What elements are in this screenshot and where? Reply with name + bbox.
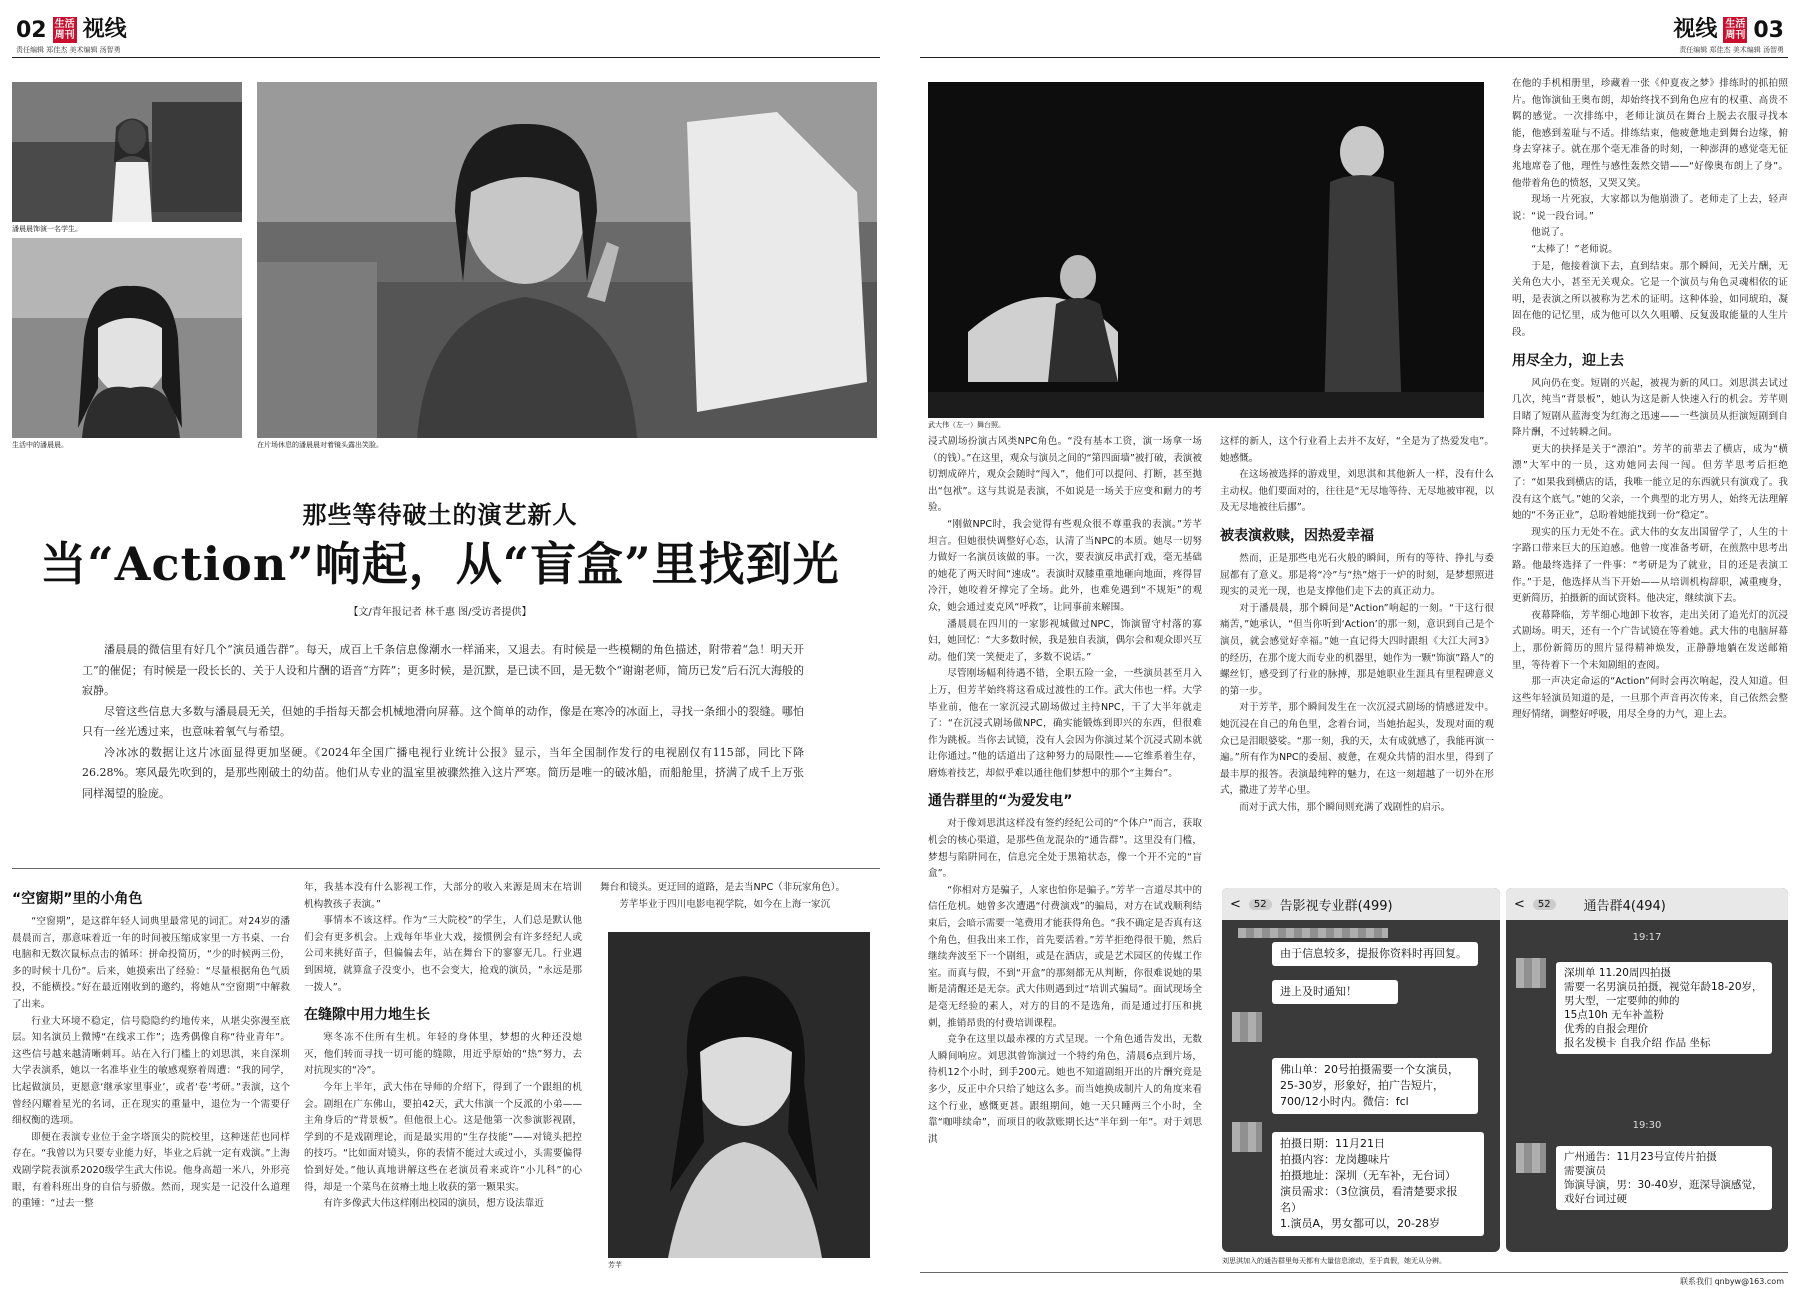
chat-message: 佛山单：20号拍摄需要一个女演员，25-30岁，形象好，拍广告短片，700/12小时内。微信：fcl	[1272, 1058, 1478, 1114]
body-column-1	[12, 880, 290, 1272]
body-paragraph: 行业大环境不稳定，信号隐隐约约地传来，从堪尖弥漫至底层。知名演员上微博“在线求工作”；选秀偶像自称“待业青年”。这些信号越来越清晰刺耳。站在入行门槛上的刘思淇，来自深圳大学表演系，她以一名准毕业生的敏感观察着周遭：“我的同学，比起做演员，更愿意‘继承家里事业’，或者‘卷’考研。”表演，这个曾经闪耀着星光的名词，正在现实的重量中，退位为一个需要仔细权衡的选项。	[12, 1015, 290, 1127]
body-paragraph: “太棒了！”老师说。	[1531, 243, 1618, 255]
photo-caption: 刘思淇加入的通告群里每天都有大量信息滚动，至于真假，她无从分辨。	[1222, 1257, 1446, 1265]
photo-student-role	[12, 82, 242, 222]
blurred-avatar	[1516, 958, 1546, 988]
body-paragraph: 今年上半年，武大伟在导师的介绍下，得到了一个跟组的机会。剧组在广东佛山，要拍42天，武大伟演一个反派的小弟——主角身后的“背景板”。但他很上心。这是他第一次参演影视剧，学到的不是戏剧理论，而是最实用的“生存技能”——对镜头把控的技巧。“比如面对镜头，你的表情不能过大或过小，头需要偏得恰到好处。”他认真地讲解这些在老演员看来或许“小儿科”的心得，却是一个菜鸟在贫瘠土地上收获的第一颗果实。	[304, 1081, 582, 1193]
body-column-3	[600, 880, 880, 913]
body-paragraph: “刚做NPC时，我会觉得有些观众很不尊重我的表演。”芳芊坦言。但她很快调整好心态，认清了当NPC的本质。她尽一切努力做好一名演员该做的事。一次，要表演反串武打戏，毫无基础的她花了两天时间“速成”。表演时双膝重重地砸向地面，疼得冒冷汗，她咬着牙撑完了全场。此外，也难免遇到“不规矩”的观众，她会通过麦克风“呼救”，让同事前来解围。	[928, 518, 1202, 613]
body-column-4	[928, 434, 1202, 1274]
chat-message: 进上及时通知！	[1272, 980, 1398, 1004]
body-paragraph: 他说了。	[1531, 227, 1570, 239]
back-icon: <	[1514, 896, 1525, 912]
body-paragraph: 舞台和镜头。更迂回的道路，是去当NPC（非玩家角色）。	[600, 882, 846, 893]
body-paragraph: 而对于武大伟，那个瞬间则充满了戏剧性的启示。	[1239, 801, 1451, 813]
chat-titlebar	[1222, 888, 1500, 920]
article-kicker: 那些等待破土的演艺新人	[302, 501, 578, 529]
chat-title: 通告群4(494)	[1583, 898, 1666, 914]
left-page-header	[16, 12, 127, 43]
article-lead	[82, 640, 804, 804]
body-paragraph: 现场一片死寂，大家都以为他崩溃了。老师走了上去，轻声说：“说一段台词。”	[1512, 194, 1788, 222]
phone-screenshot-group-chat	[1222, 888, 1500, 1252]
chat-title: 告影视专业群(499)	[1279, 898, 1393, 914]
body-paragraph: 那一声决定命运的“Action”何时会再次响起，没人知道。但这些年轻演员知道的是，一旦那个声音再次传来，自己依然会整理好情绪，调整好呼吸，用尽全身的力气，迎上去。	[1512, 676, 1788, 721]
body-paragraph: “空窗期”，是这群年轻人词典里最常见的词汇。对24岁的潘晨晨而言，那意味着近一年的时间被压缩成家里一方书桌、一台电脑和无数次鼠标点击的循环：拼命投简历，“少的时候两三份，多的时候十几份”。后来，她摸索出了经验：“尽量根据角色气质投，不能横投。”好在最近刚收到的邀约，将她从“空窗期”中解救了出来。	[12, 916, 290, 1010]
page-number: 03	[1753, 18, 1784, 43]
chat-message: 广州通告：11月23号宣传片拍摄 需要演员 饰演导演，男：30-40岁，逛深导演感觉，戏好台词过硬	[1556, 1146, 1772, 1210]
section-heading: “空窗期”里的小角色	[12, 891, 143, 907]
body-column-6	[1512, 76, 1788, 876]
right-page-header	[1673, 12, 1784, 43]
body-paragraph: 浸式剧场扮演古风类NPC角色。“没有基本工资，演一场拿一场（的钱）。”在这里，观众与演员之间的“第四面墙”被打破，表演被切割成碎片，观众会随时“闯入”，他们可以提问、打断，甚至抛出“包袱”。这与其说是表演，不如说是一场关于应变和耐力的考验。	[928, 436, 1202, 514]
body-paragraph: 即便在表演专业位于金字塔顶尖的院校里，这种迷茫也同样存在。“我曾以为只要专业能力好，毕业之后就一定有戏演。”上海戏剧学院表演系2020级学生武大伟说。他身高超一米八，外形亮眼，有着科班出身的自信与骄傲。然而，现实是一记没什么道理的重锤：“过去一整	[12, 1131, 290, 1210]
body-paragraph: 有许多像武大伟这样刚出校园的演员，想方设法靠近	[323, 1198, 544, 1210]
body-paragraph: 年，我基本没有什么影视工作，大部分的收入来源是周末在培训机构教孩子表演。”	[304, 882, 582, 910]
body-paragraph: 对于潘晨晨，那个瞬间是“Action”响起的一刻。“干这行很痛苦，”她承认，“但当你听到‘Action’的那一刻，意识到自己是个演员，就会感觉好幸福。”她一直记得大四时跟组《大江大河3》的经历，在那个庞大而专业的机器里，她作为一颗“饰演”路人”的螺丝钉，感受到了行业的脉搏，那是她职业生涯具有里程碑意义的第一步。	[1220, 602, 1494, 697]
section-name: 视线	[1673, 17, 1718, 42]
body-paragraph: “你相对方是骗子，人家也怕你是骗子。”芳芊一言道尽其中的信任危机。她曾多次遭遇“付费演戏”的骗局，对方在试戏顺利结束后，会暗示需要一笔费用才能获得角色。“我不确定是否真有这个角色，但我出来工作，首先要活着。”芳芊拒绝得很干脆，然后继续奔波至下一个剧组，或是在酒店，或是艺术园区的传媒工作室。而真与假，不到“开盒”的那刻都无从判断，你很难说她的果断是清醒还是无奈。武大伟则遇到过“培训式骗局”。面试现场全是毫无经验的素人，对方的目的不是选角，而是通过打压和挑刺，推销昂贵的付费培训课程。	[928, 884, 1202, 1029]
lead-paragraph: 潘晨晨的微信里有好几个“演员通告群”。每天，成百上千条信息像潮水一样涌来，又退去。有时候是一些模糊的角色描述，附带着“急！明天开工”的催促；有时候是一段长长的、关于人设和片酬的语音“方阵”；更多时候，是沉默，是已读不回，是无数个“谢谢老师，简历已发”后石沉大海般的寂静。	[82, 643, 804, 697]
body-paragraph: 现实的压力无处不在。武大伟的女友出国留学了，人生的十字路口带来巨大的压迫感。他曾一度准备考研，在煎熬中思考出路。他最终选择了一件事：“考研是为了就业，目的还是表演工作。”于是，他选择从当下开始——从培训机构辞职，减重瘦身，更新简历，拍摄新的面试资料。他决定，继续演下去。	[1512, 526, 1788, 605]
body-paragraph: 事情本不该这样。作为“三大院校”的学生，人们总是默认他们会有更多机会。上戏每年毕业大戏，接惯例会有许多经纪人或公司来挑好苗子，但偏偏去年，站在舞台下的寥寥无几。行业遇到困境，就算盒子没变小，也不会变大，抢戏的演员，“永远是那一拨人”。	[304, 915, 582, 993]
masthead-logo: 生活 周刊	[54, 19, 75, 41]
chat-message: 拍摄日期：11月21日 拍摄内容：龙岗趣味片 拍摄地址：深圳（无车补，无台词） 演员需求：（3位演员，看清楚要求报名） 1.演员A，男女都可以，20-28岁	[1272, 1132, 1484, 1236]
body-paragraph: 寒冬冻不住所有生机。年轻的身体里，梦想的火种还没熄灭，他们转而寻找一切可能的缝隙，用近乎原始的“热”努力，去对抗现实的“冷”。	[304, 1032, 582, 1077]
header-rule	[12, 57, 880, 58]
section-name: 视线	[82, 17, 127, 42]
body-paragraph: 更大的抉择是关于“漂泊”。芳芊的前辈去了横店，成为“横漂”大军中的一员，这劝她同去闯一闯。但芳芊思考后拒绝了：“如果我到横店的话，我唯一能立足的东西就只有演戏了。我没有这个底气。”她的父亲，一个典型的北方男人，始终无法理解她的“不务正业”，总盼着她能找到一份“稳定”。	[1512, 443, 1788, 522]
body-paragraph: 芳芊毕业于四川电影电视学院，如今在上海一家沉	[619, 898, 831, 910]
photo-fangqian-portrait	[608, 932, 870, 1258]
body-paragraph: 竞争在这里以最赤裸的方式呈现。一个角色通告发出，无数人瞬间响应。刘思淇曾饰演过一个特约角色，清晨6点到片场，待机12个小时，到手200元。她也不知道剧组开出的片酬究竟是多少，反正中介只给了她这么多。而当她换成制片人的角度来看这个行业，感慨更甚。跟组期间，她一天只睡两三个小时，全靠“咖啡续命”，而项目的收款账期长达“半年到一年”。对于刘思淇	[928, 1034, 1202, 1145]
body-paragraph: 于是，他接着演下去，直到结束。那个瞬间，无关片酬，无关角色大小，甚至无关观众。它是一个演员与角色灵魂相依的证明，是表演之所以被称为艺术的证明。这种体验，如同琥珀，凝固在他的记忆里，成为他可以久久咀嚼、反复汲取能量的人生片段。	[1512, 260, 1788, 338]
section-divider	[12, 868, 880, 869]
photo-caption: 武大伟（左一）舞台照。	[928, 421, 1005, 429]
body-paragraph: 潘晨晨在四川的一家影视城做过NPC，饰演留守村落的寡妇，她回忆：“大多数时候，我是独自表演，偶尔会和观众即兴互动。他们笑一笑便走了，多数不说话。”	[928, 618, 1202, 663]
body-paragraph: 对于芳芊，那个瞬间发生在一次沉浸式剧场的情感迸发中。她沉浸在自己的角色里，念着台词，当她抬起头，发现对面的观众已是泪眼婆娑。“那一刻，我的天，太有成就感了，我能再演一遍。”所有作为NPC的委屈、疲惫，在观众共情的泪水里，得到了最丰厚的报答。表演最纯粹的魅力，在这一刻超越了一切外在形式，撒进了芳芊心里。	[1220, 702, 1494, 797]
blurred-avatar	[1516, 1143, 1546, 1173]
body-paragraph: 尽管刚场幅利待遇不错，全职五险一金，一些演员甚至月入上万，但芳芊始终将这看成过渡性的工作。武大伟也一样。大学毕业前，他在一家沉浸式剧场做过主持NPC，干了大半年就走了：“在沉浸式剧场做NPC，确实能锻炼到即兴的东西，但很难作为跳板。当你去试镜，没有人会因为你演过某个沉浸式剧本就让你通过。”他的话道出了这种努力的局限性——它维系着生存，磨炼着技艺，却似乎难以通往他们梦想中的那个“主舞台”。	[928, 668, 1202, 779]
chat-message: 深圳单 11.20周四拍摄 需要一名男演员拍摄，视觉年龄18-20岁，男大型，一定要帅的帅的 15点10h 无车补盖粉 优秀的自报会理价 报名发模卡 自我介绍 作品 坐标	[1556, 962, 1772, 1054]
article-byline: 【文/青年报记者 林千惠 图/受访者提供】	[348, 607, 532, 618]
photo-caption: 芳芊	[608, 1261, 622, 1269]
body-paragraph: 在这场被选择的游戏里，刘思淇和其他新人一样，没有什么主动权。他们要面对的，往往是“无尽地等待、无尽地被审视，以及无尽地被往后挪”。	[1220, 469, 1494, 514]
masthead-logo: 生活 周刊	[1725, 19, 1746, 41]
chat-titlebar	[1506, 888, 1788, 920]
photo-daily-life	[12, 238, 242, 438]
editors-line: 责任编辑 郑佳杰 美术编辑 汤智勇	[1679, 46, 1784, 54]
chat-timestamp: 19:17	[1632, 932, 1662, 943]
photo-stage	[928, 82, 1484, 418]
photo-on-set	[257, 82, 877, 438]
blurred-text	[1238, 928, 1388, 938]
section-heading: 在缝隙中用力地生长	[304, 1007, 430, 1024]
photo-caption: 生活中的潘晨晨。	[12, 441, 68, 449]
section-heading: 被表演救赎，因热爱幸福	[1220, 527, 1374, 544]
article-headline: 当“Action”响起，从“盲盒”里找到光	[40, 537, 840, 591]
unread-badge: 52	[1249, 899, 1272, 910]
header-rule	[920, 57, 1788, 58]
blurred-avatar	[1232, 1122, 1262, 1152]
photo-caption: 在片场休息的潘晨晨对着镜头露出笑脸。	[257, 441, 383, 449]
body-paragraph: 夜幕降临，芳芊细心地卸下妆容，走出关闭了追光灯的沉浸式剧场。明天，还有一个广告试镜在等着她。武大伟的电脑屏幕上，那份新简历的照片显得精神焕发，正静静地躺在发送邮箱里，等待着下一个未知剧组的查阅。	[1512, 609, 1788, 671]
lead-paragraph: 冷冰冰的数据让这片冰面显得更加坚硬。《2024年全国广播电视行业统计公报》显示，当年全国制作发行的电视剧仅有115部，同比下降26.28%。寒风最先吹到的，是那些刚破土的幼苗。他们从专业的温室里被骤然推入这片严寒。简历是唯一的破冰船，而船舱里，挤满了成千上万张同样渴望的脸庞。	[82, 745, 804, 800]
body-paragraph: 对于像刘思淇这样没有签约经纪公司的“个体户”而言，获取机会的核心渠道，是那些鱼龙混杂的“通告群”。这里没有门槛，梦想与陷阱同在，信息完全处于黑箱状态，像一个开不完的“盲盒”。	[928, 818, 1202, 880]
footer-contact: 联系我们 qnbyw@163.com	[1680, 1277, 1784, 1286]
body-paragraph: 在他的手机相册里，珍藏着一张《仲夏夜之梦》排练时的抓拍照片。他饰演仙王奥布朗，却始终找不到角色应有的权重、高贵不羁的感觉。一次排练中，老师让演员在舞台上脱去衣服寻找本能，他感到羞耻与不适。排练结束，他疲惫地走到舞台边缘，俯身去穿袜子。就在那个毫无准备的时刻，一种澎湃的感觉毫无征兆地席卷了他，理性与感性轰然交错——“好像奥布朗上了身”。他带着角色的愤怒，又哭又笑。	[1512, 78, 1788, 189]
back-icon: <	[1230, 896, 1241, 912]
section-heading: 通告群里的“为爱发电”	[928, 793, 1073, 810]
body-column-5	[1220, 434, 1494, 878]
body-paragraph: 这样的新人，这个行业看上去并不友好，“全是为了热爱发电”。她感慨。	[1220, 436, 1494, 464]
footer-rule	[920, 1272, 1788, 1273]
body-paragraph: 风向仍在变。短剧的兴起，被视为新的风口。刘思淇去试过几次，纯当“背景板”，她认为这是新人快速入行的机会。芳芊则目睹了短剧从蓝海变为红海之迅速——一些演员从拒演短剧到自降片酬，不过转瞬之间。	[1512, 377, 1788, 439]
photo-caption: 潘晨晨饰演一名学生。	[12, 225, 82, 233]
editors-line: 责任编辑 郑佳杰 美术编辑 汤智勇	[16, 46, 121, 54]
chat-timestamp: 19:30	[1632, 1120, 1662, 1131]
page-number: 02	[16, 18, 47, 43]
section-heading: 用尽全力，迎上去	[1512, 352, 1624, 369]
body-paragraph: 然而，正是那些电光石火般的瞬间，所有的等待、挣扎与委屈都有了意义。那是将“冷”与“热”熔于一炉的时刻，是梦想照进现实的灵光一现，也是支撑他们走下去的真正动力。	[1220, 552, 1494, 598]
chat-message: 由于信息较多，提报你资料时再回复。	[1272, 942, 1478, 966]
blurred-avatar	[1232, 1012, 1262, 1042]
phone-screenshot-group-chat	[1506, 888, 1788, 1252]
body-column-2	[304, 880, 582, 1272]
unread-badge: 52	[1533, 899, 1556, 910]
lead-paragraph: 尽管这些信息大多数与潘晨晨无关，但她的手指每天都会机械地滑向屏幕。这个简单的动作，像是在寒冷的冰面上，寻找一条细小的裂缝。哪怕只有一丝光透过来，也意味着氧气与希望。	[82, 704, 804, 738]
